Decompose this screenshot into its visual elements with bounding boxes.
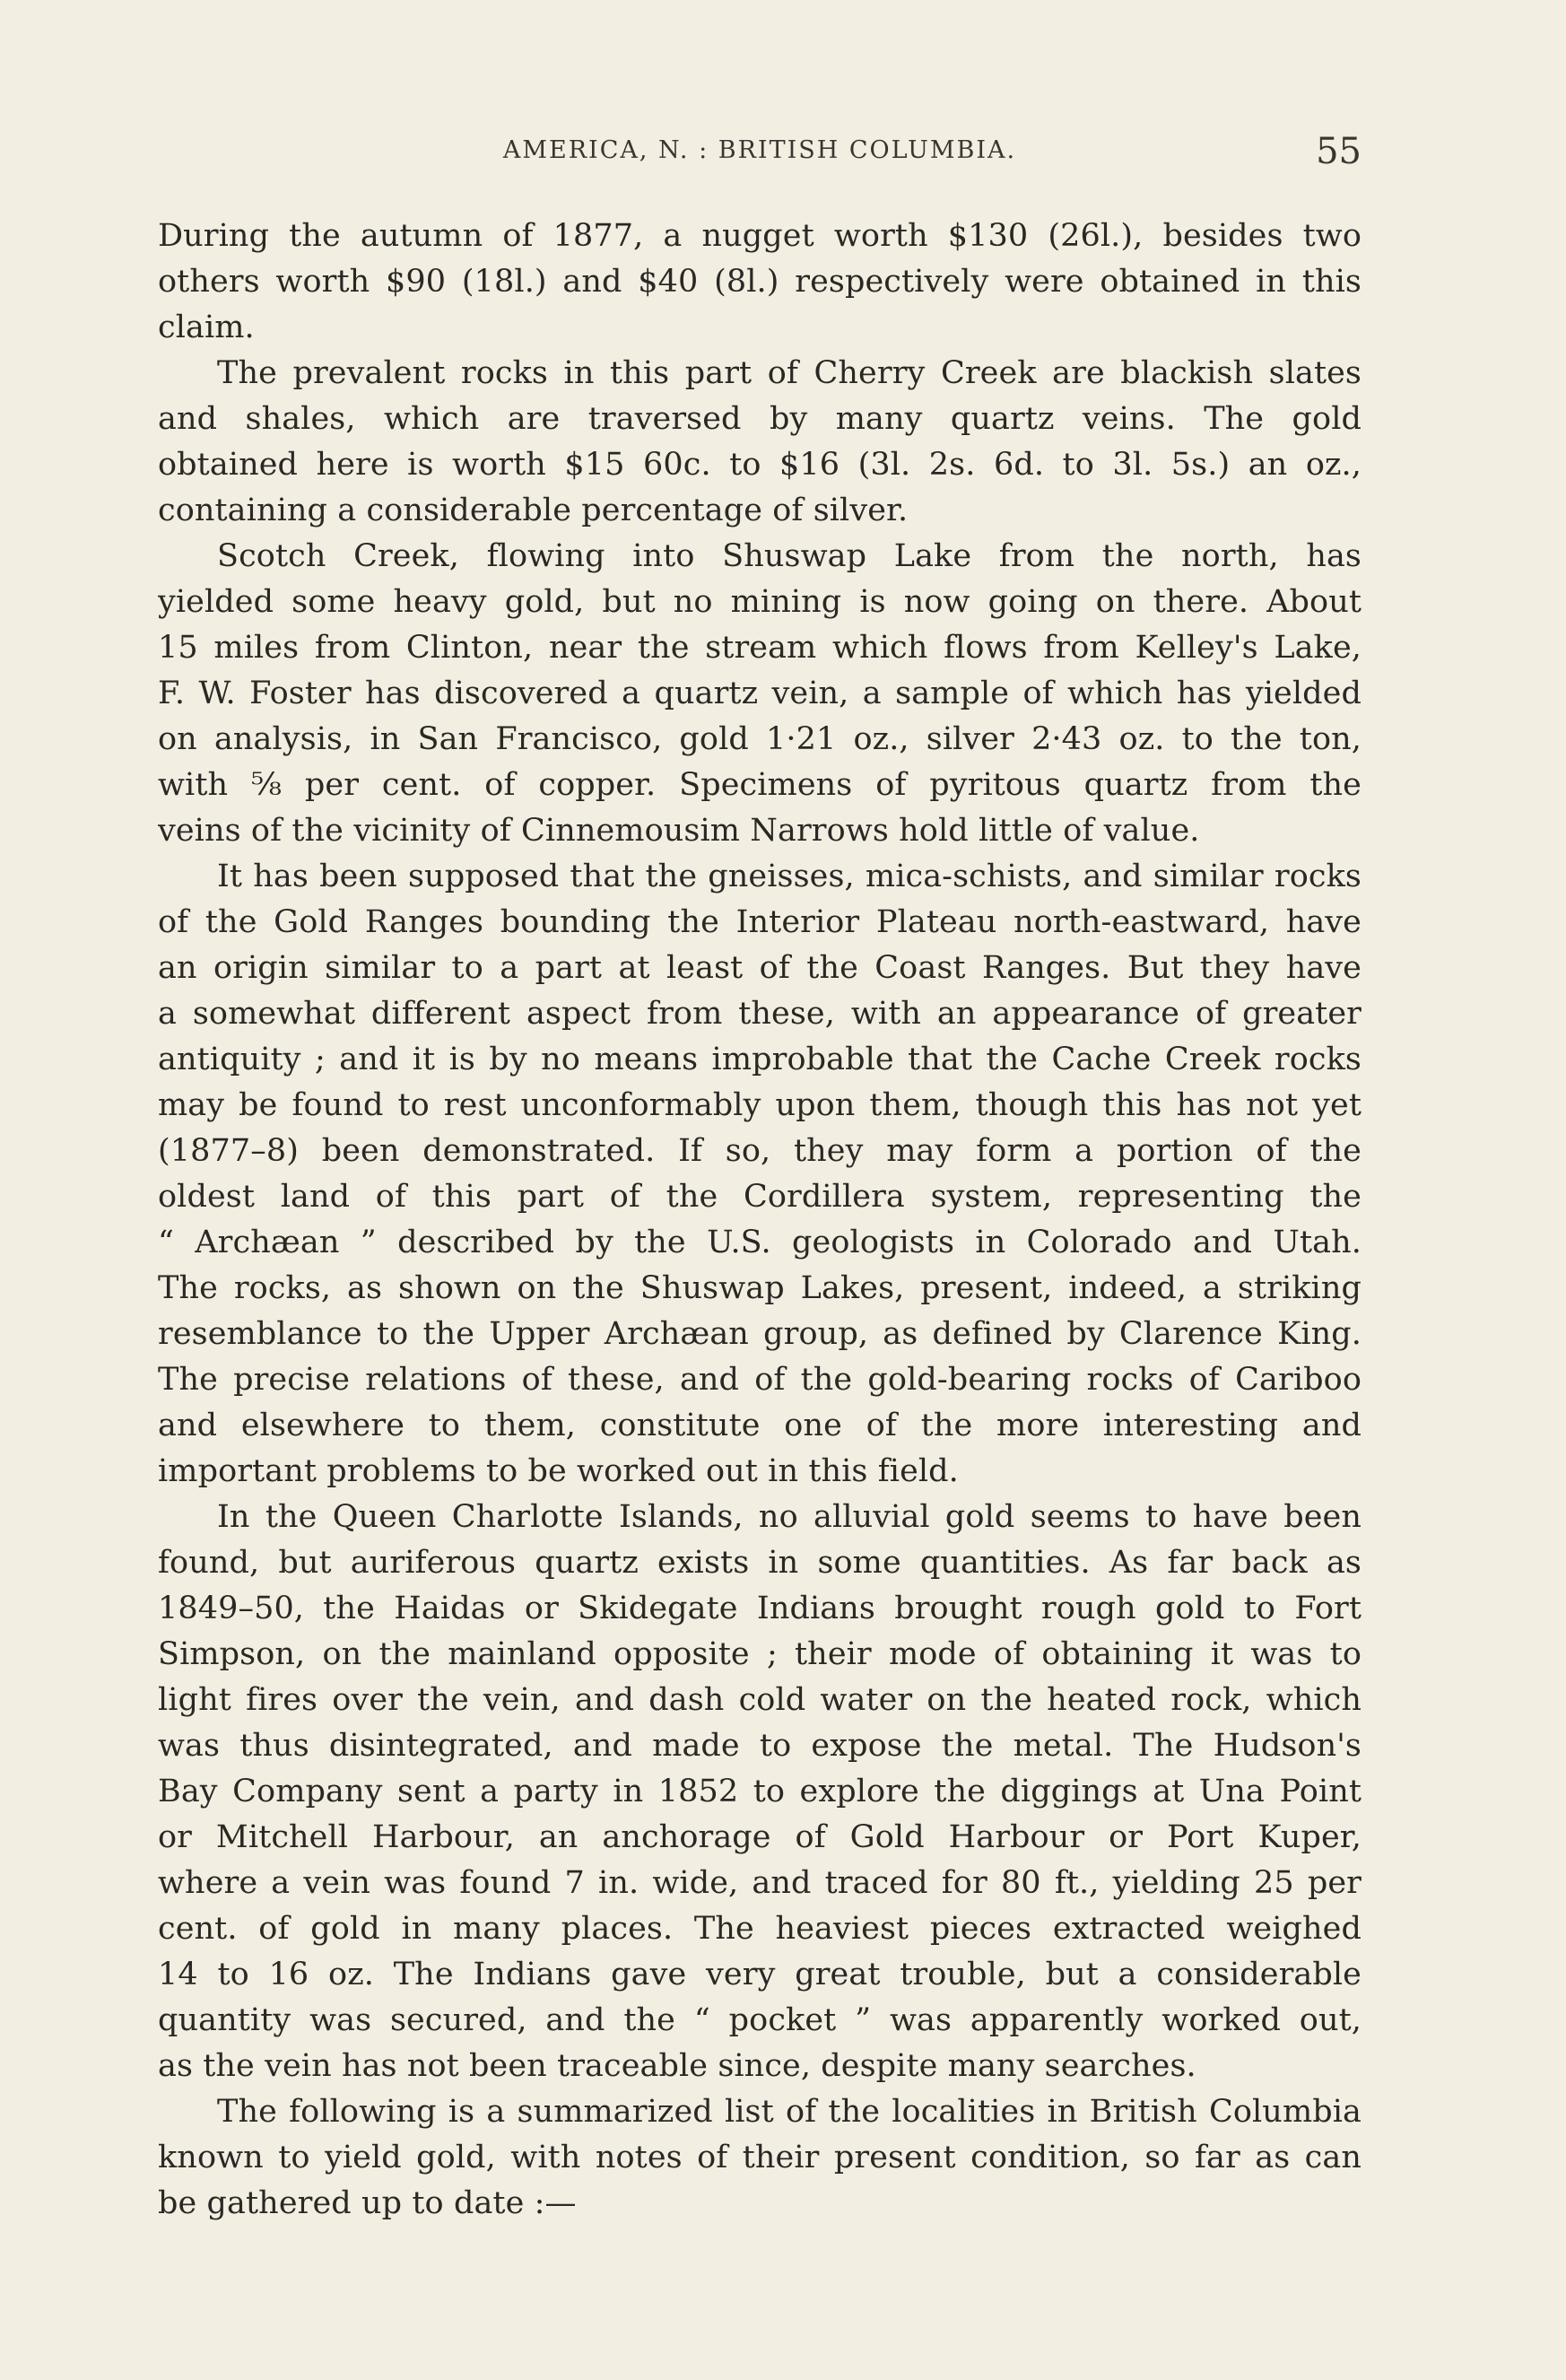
text-line: Bay Company sent a party in 1852 to explore the diggings at Una Point bbox=[158, 1774, 1362, 1809]
text-line: and shales, which are traversed by many quartz veins. The gold bbox=[158, 401, 1362, 437]
text-line: important problems to be worked out in this field. bbox=[158, 1453, 959, 1489]
text-line: The precise relations of these, and of the gold-bearing rocks of Cariboo bbox=[158, 1362, 1362, 1398]
text-line: antiquity ; and it is by no means improbable that the Cache Creek rocks bbox=[158, 1042, 1362, 1077]
text-line: In the Queen Charlotte Islands, no alluvial gold seems to have been bbox=[217, 1499, 1362, 1535]
text-line: (1877–8) been demonstrated. If so, they may form a portion of the bbox=[158, 1133, 1362, 1169]
page-header bbox=[158, 131, 1362, 185]
text-line: or Mitchell Harbour, an anchorage of Gold Harbour or Port Kuper, bbox=[158, 1819, 1362, 1855]
body-text bbox=[158, 214, 1362, 2227]
text-line: containing a considerable percentage of silver. bbox=[158, 493, 909, 528]
text-line: 15 miles from Clinton, near the stream which flows from Kelley's Lake, bbox=[158, 630, 1362, 666]
text-line: yielded some heavy gold, but no mining is now going on there. About bbox=[158, 584, 1362, 620]
text-line: with ⅝ per cent. of copper. Specimens of pyritous quartz from the bbox=[158, 767, 1362, 803]
text-line: Simpson, on the mainland opposite ; their mode of obtaining it was to bbox=[158, 1636, 1362, 1672]
text-line: was thus disintegrated, and made to expose the metal. The Hudson's bbox=[158, 1728, 1362, 1764]
page-number: 55 bbox=[1316, 131, 1362, 172]
text-line: 1849–50, the Haidas or Skidegate Indians brought rough gold to Fort bbox=[158, 1591, 1362, 1626]
text-line: cent. of gold in many places. The heaviest pieces extracted weighed bbox=[158, 1911, 1362, 1947]
text-line: and elsewhere to them, constitute one of the more interesting and bbox=[158, 1408, 1362, 1443]
text-line: claim. bbox=[158, 309, 255, 345]
text-line: The prevalent rocks in this part of Cherry Creek are blackish slates bbox=[217, 355, 1362, 391]
text-line: “ Archæan ” described by the U.S. geologists in Colorado and Utah. bbox=[158, 1225, 1362, 1260]
text-line: as the vein has not been traceable since, despite many searches. bbox=[158, 2048, 1196, 2084]
text-line: an origin similar to a part at least of the Coast Ranges. But they have bbox=[158, 950, 1362, 986]
text-line: Scotch Creek, flowing into Shuswap Lake from the north, has bbox=[217, 538, 1362, 574]
text-line: where a vein was found 7 in. wide, and traced for 80 ft., yielding 25 per bbox=[158, 1865, 1362, 1901]
text-line: veins of the vicinity of Cinnemousim Narrows hold little of value. bbox=[158, 813, 1200, 849]
text-line: be gathered up to date :— bbox=[158, 2185, 577, 2221]
text-line: It has been supposed that the gneisses, mica-schists, and similar rocks bbox=[217, 859, 1362, 894]
text-line: oldest land of this part of the Cordillera system, representing the bbox=[158, 1179, 1362, 1215]
text-line: resemblance to the Upper Archæan group, as defined by Clarence King. bbox=[158, 1316, 1362, 1352]
text-line: known to yield gold, with notes of their present condition, so far as can bbox=[158, 2140, 1362, 2175]
text-line: The rocks, as shown on the Shuswap Lakes, present, indeed, a striking bbox=[158, 1270, 1362, 1306]
paragraph bbox=[158, 351, 1362, 534]
text-line: on analysis, in San Francisco, gold 1·21 oz., silver 2·43 oz. to the ton, bbox=[158, 721, 1362, 757]
text-line: a somewhat different aspect from these, with an appearance of greater bbox=[158, 996, 1362, 1032]
text-line: quantity was secured, and the “ pocket ” was apparently worked out, bbox=[158, 2002, 1362, 2038]
text-line: light fires over the vein, and dash cold water on the heated rock, which bbox=[158, 1682, 1362, 1718]
text-line: of the Gold Ranges bounding the Interior Plateau north-eastward, have bbox=[158, 904, 1362, 940]
running-head: AMERICA, N. : BRITISH COLUMBIA. bbox=[502, 136, 1017, 164]
text-line: 14 to 16 oz. The Indians gave very great trouble, but a considerable bbox=[158, 1957, 1362, 1992]
text-line: obtained here is worth $15 60c. to $16 (3l. 2s. 6d. to 3l. 5s.) an oz., bbox=[158, 447, 1362, 483]
paragraph bbox=[158, 854, 1362, 1495]
text-line: found, but auriferous quartz exists in some quantities. As far back as bbox=[158, 1545, 1362, 1581]
text-line: others worth $90 (18l.) and $40 (8l.) respectively were obtained in this bbox=[158, 264, 1362, 300]
text-line: may be found to rest unconformably upon them, though this has not yet bbox=[158, 1087, 1362, 1123]
text-line: During the autumn of 1877, a nugget worth $130 (26l.), besides two bbox=[158, 218, 1362, 254]
paragraph bbox=[158, 1495, 1362, 2089]
text-line: F. W. Foster has discovered a quartz vein, a sample of which has yielded bbox=[158, 676, 1362, 711]
paragraph bbox=[158, 2089, 1362, 2227]
paragraph bbox=[158, 534, 1362, 854]
paragraph bbox=[158, 214, 1362, 351]
text-line: The following is a summarized list of the localities in British Columbia bbox=[217, 2094, 1362, 2130]
